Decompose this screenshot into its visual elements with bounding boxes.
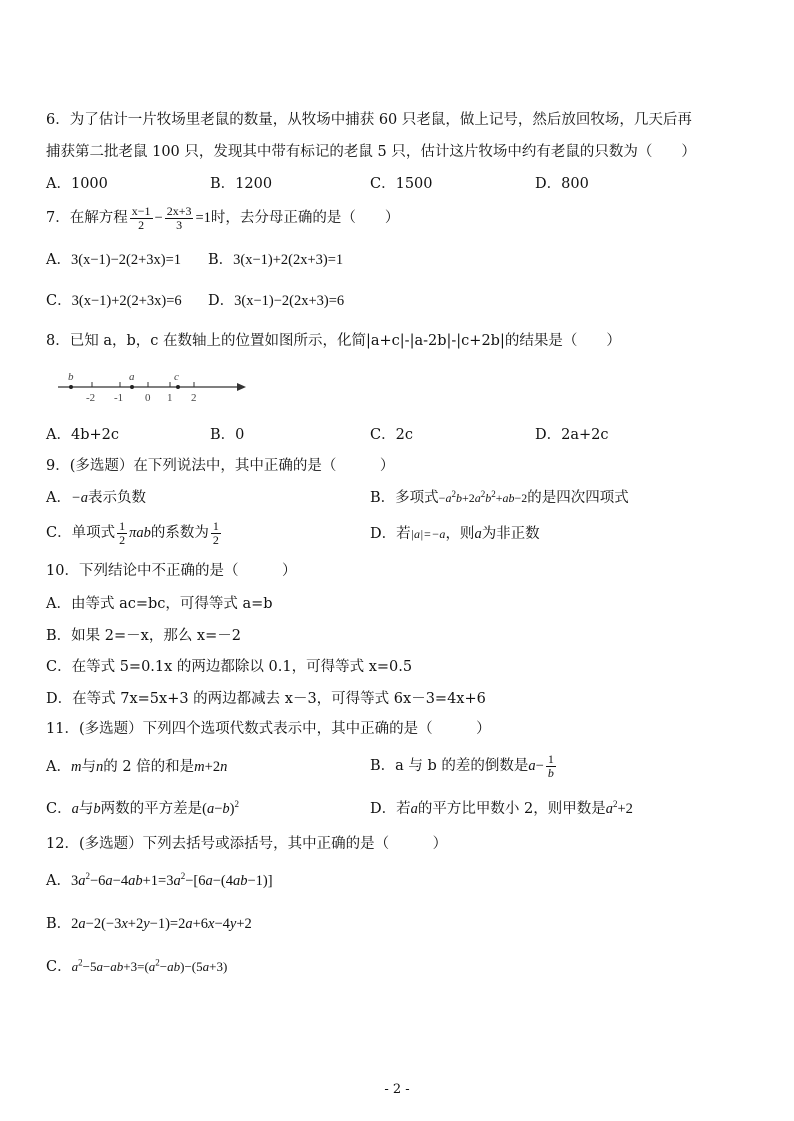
q12-option-a-label: A． xyxy=(46,873,71,889)
q9-option-d-math: |a|=−a xyxy=(410,527,446,541)
q11-option-a-n: n xyxy=(95,759,104,775)
q7-fraction-2 xyxy=(165,205,194,232)
q7-suffix: 时，去分母正确的是（ ） xyxy=(210,210,400,226)
q9-option-d-var: a xyxy=(474,526,482,542)
q9-option-c-frac xyxy=(117,520,127,547)
q9-option-d-text: 为非正数 xyxy=(481,526,540,542)
q9-option-d-mid: ，则 xyxy=(445,526,475,542)
q6-line2: 捕获第二批老鼠 100 只，发现其中带有标记的老鼠 5 只，估计这片牧场中约有老鼠的只数为（ ） xyxy=(46,144,696,160)
label-a: a xyxy=(129,371,135,383)
q7-option-b-math: 3(x−1)+2(2x+3)=1 xyxy=(233,252,344,268)
page-number: - 2 - xyxy=(384,1082,410,1097)
q7-option-c xyxy=(46,291,182,311)
q11-option-c-expr: $(a-b)^2$ xyxy=(202,799,239,817)
q7-frac2-den: 3 xyxy=(176,217,183,232)
q7-option-a-label: A． xyxy=(46,252,71,268)
q12-option-b-label: B． xyxy=(46,916,72,932)
q7-option-c-label: C． xyxy=(46,293,72,309)
q12-stem: 12．(多选题）下列去括号或添括号，其中正确的是（ ） xyxy=(46,836,448,852)
q7-frac1-num: x−1 xyxy=(131,203,151,218)
q11-option-c-label: C． xyxy=(46,801,72,817)
q11-option-b-text: B．a 与 b 的差的倒数是 xyxy=(370,758,529,774)
q7-fraction-1 xyxy=(130,205,153,232)
q9-option-c-label: C．单项式 xyxy=(46,525,116,541)
q11-stem: 11．(多选题）下列四个选项代数式表示中，其中正确的是（ ） xyxy=(46,721,491,737)
q9-option-a-math: −a xyxy=(70,490,89,506)
label-c: c xyxy=(174,371,179,383)
q9-stem: 9．(多选题）在下列说法中，其中正确的是（ ） xyxy=(46,458,395,474)
tick-label-minus2: -2 xyxy=(86,392,96,404)
q12-option-b-expr: 2a−2(−3x+2y−1)=2a+6x−4y+2 xyxy=(71,916,252,932)
q9-option-d-label: D．若 xyxy=(370,526,411,542)
q9-option-a-text: 表示负数 xyxy=(88,490,147,506)
axis-arrow xyxy=(237,383,246,391)
q12-option-c-label: C． xyxy=(46,959,72,975)
q10-option-b: B．如果 2=－x，那么 x=－2 xyxy=(46,628,241,644)
q9-option-b-text: 的是四次四项式 xyxy=(527,490,629,506)
point-a xyxy=(130,385,134,389)
q7-prefix: 7．在解方程 xyxy=(46,210,128,226)
q9-c-frac-den: 2 xyxy=(119,532,126,547)
q11-option-c xyxy=(46,799,239,819)
q7-option-d-label: D． xyxy=(208,293,235,309)
tick-label-minus1: -1 xyxy=(114,392,124,404)
q9-option-c-math: πab xyxy=(129,525,151,541)
q9-c-coef-den: 2 xyxy=(212,532,219,547)
label-b: b xyxy=(68,371,74,383)
point-b xyxy=(69,385,73,389)
q9-option-a-label: A． xyxy=(46,490,71,506)
q7-option-a-math: 3(x−1)−2(2+3x)=1 xyxy=(70,252,182,268)
q6-option-c: C．1500 xyxy=(370,176,433,192)
q11-option-c-t1: 与 xyxy=(78,801,94,817)
q7-option-c-math: 3(x−1)+2(2+3x)=6 xyxy=(71,293,182,309)
q10-option-d: D．在等式 7x=5x+3 的两边都减去 x－3，可得等式 6x－3=4x+6 xyxy=(46,691,486,707)
q9-option-c xyxy=(46,516,223,550)
q11-option-d xyxy=(370,799,633,819)
q7-option-b-label: B． xyxy=(208,252,234,268)
q9-option-b xyxy=(370,488,629,508)
q7-option-a xyxy=(46,250,181,270)
q11-option-c-b: b xyxy=(93,801,101,817)
q11-option-b-expr: a− xyxy=(528,758,544,774)
tick-label-0: 0 xyxy=(145,392,151,404)
q11-option-c-t2: 两数的平方差是 xyxy=(100,801,203,817)
q10-option-c: C．在等式 5=0.1x 的两边都除以 0.1，可得等式 x=0.5 xyxy=(46,659,413,675)
q6-option-d: D．800 xyxy=(535,176,589,192)
q11-option-d-text: 的平方比甲数小 2，则甲数是 xyxy=(417,801,606,817)
q7-stem xyxy=(46,201,399,235)
q11-option-a-label: A． xyxy=(46,759,71,775)
q12-option-c xyxy=(46,957,227,977)
q6-option-a: A．1000 xyxy=(46,176,108,192)
q6-line1: 6．为了估计一片牧场里老鼠的数量，从牧场中捕获 60 只老鼠，做上记号，然后放回牧场，几天后再 xyxy=(46,112,692,128)
q8-option-a: A．4b+2c xyxy=(46,427,119,443)
q11-option-a-t1: 与 xyxy=(81,759,96,775)
q9-option-a xyxy=(46,488,146,508)
q9-option-b-label: B．多项式 xyxy=(370,490,439,506)
q11-option-a-t2: 的 2 倍的和是 xyxy=(103,759,195,775)
q8-stem: 8．已知 a，b，c 在数轴上的位置如图所示，化简|a+c|-|a-2b|-|c+2b|的结果是（ ） xyxy=(46,333,621,349)
q7-frac2-num: 2x+3 xyxy=(166,203,192,218)
q11-option-d-label: D．若 xyxy=(370,801,411,817)
q9-c-frac-num: 1 xyxy=(119,518,126,533)
q11-option-d-expr: $a^2+2$ xyxy=(605,799,633,817)
q7-frac1-den: 2 xyxy=(138,217,145,232)
q8-option-b: B．0 xyxy=(210,427,245,443)
q11-option-b xyxy=(370,749,558,783)
q9-option-c-text: 的系数为 xyxy=(150,525,209,541)
point-c xyxy=(176,385,180,389)
q6-option-b: B．1200 xyxy=(210,176,273,192)
q11-option-a-m: m xyxy=(70,759,82,775)
q11-option-a-expr: m+2n xyxy=(194,759,228,775)
tick-label-2: 2 xyxy=(191,392,197,404)
q10-stem: 10．下列结论中不正确的是（ ） xyxy=(46,563,297,579)
q11-option-b-frac: $\frac{1}{b}$ xyxy=(547,751,554,780)
q7-option-d xyxy=(208,291,344,311)
q8-option-c: C．2c xyxy=(370,427,413,443)
q12-option-c-expr: $a^2-5a-ab+3=(a^2-ab)-(5a+3)$ xyxy=(71,957,228,974)
q9-option-b-math: $-a^2b+2a^2b^2+ab-2$ xyxy=(438,489,528,505)
q12-option-a-expr: $3a^2-6a-4ab+1=3a^2-[6a-(4ab-1)]$ xyxy=(70,871,273,889)
q10-option-a: A．由等式 ac=bc，可得等式 a=b xyxy=(46,596,273,612)
q9-c-coef-num: 1 xyxy=(212,518,219,533)
q8-option-d: D．2a+2c xyxy=(535,427,609,443)
q9-option-d xyxy=(370,524,540,544)
q7-option-d-math: 3(x−1)−2(2x+3)=6 xyxy=(234,293,345,309)
q7-minus: − xyxy=(154,210,163,226)
q12-option-b xyxy=(46,914,252,934)
tick-label-1: 1 xyxy=(167,392,173,404)
q11-option-c-a: a xyxy=(71,801,79,817)
q11-option-a xyxy=(46,757,227,777)
q7-option-b xyxy=(208,250,343,270)
q9-option-c-coef xyxy=(211,520,221,547)
q11-option-d-a: a xyxy=(410,801,418,817)
q7-eq: =1 xyxy=(195,210,211,226)
q8-number-line xyxy=(56,370,248,404)
q12-option-a xyxy=(46,871,273,891)
